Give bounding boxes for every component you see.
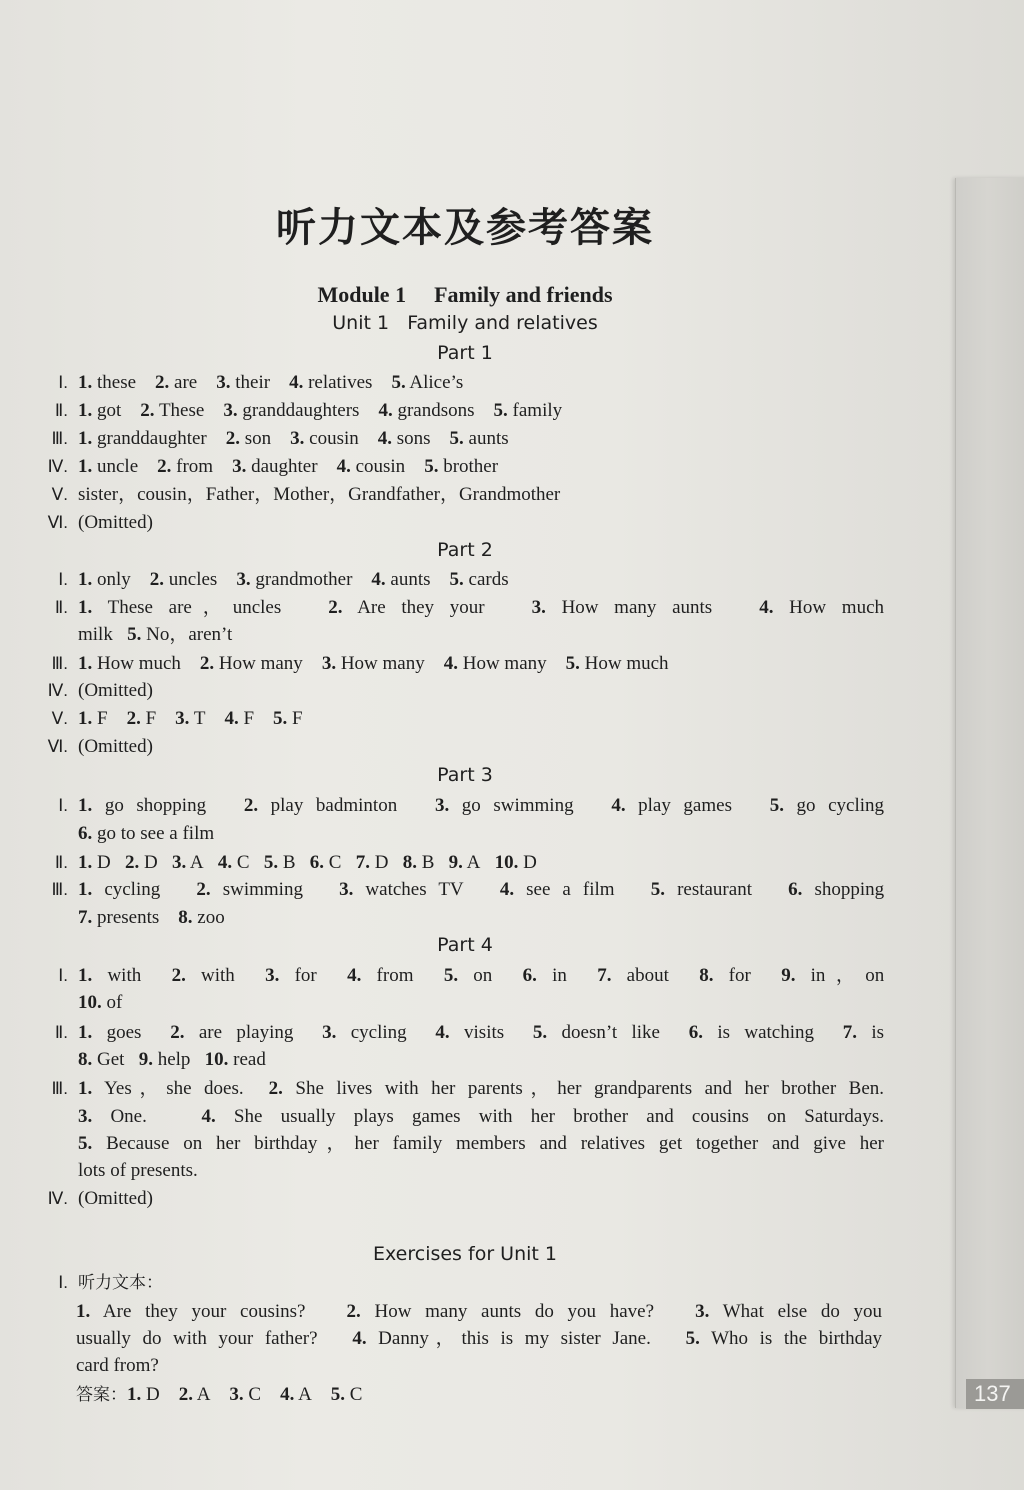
part-1-heading: Part 1 [437,342,493,364]
module-number: Module 1 [317,282,407,307]
part-4-heading: Part 4 [437,934,493,956]
module-name: Family and friends [434,282,613,307]
part-2-heading: Part 2 [437,539,493,561]
unit-title: Unit 1 Family and relatives [332,312,598,334]
part-3-heading: Part 3 [437,764,493,786]
exercises-heading: Exercises for Unit 1 [373,1243,557,1265]
page-title: 听力文本及参考答案 [276,204,654,251]
page-number: 137 [966,1379,1024,1409]
side-tab [955,178,1024,1408]
module-heading [0,282,930,308]
